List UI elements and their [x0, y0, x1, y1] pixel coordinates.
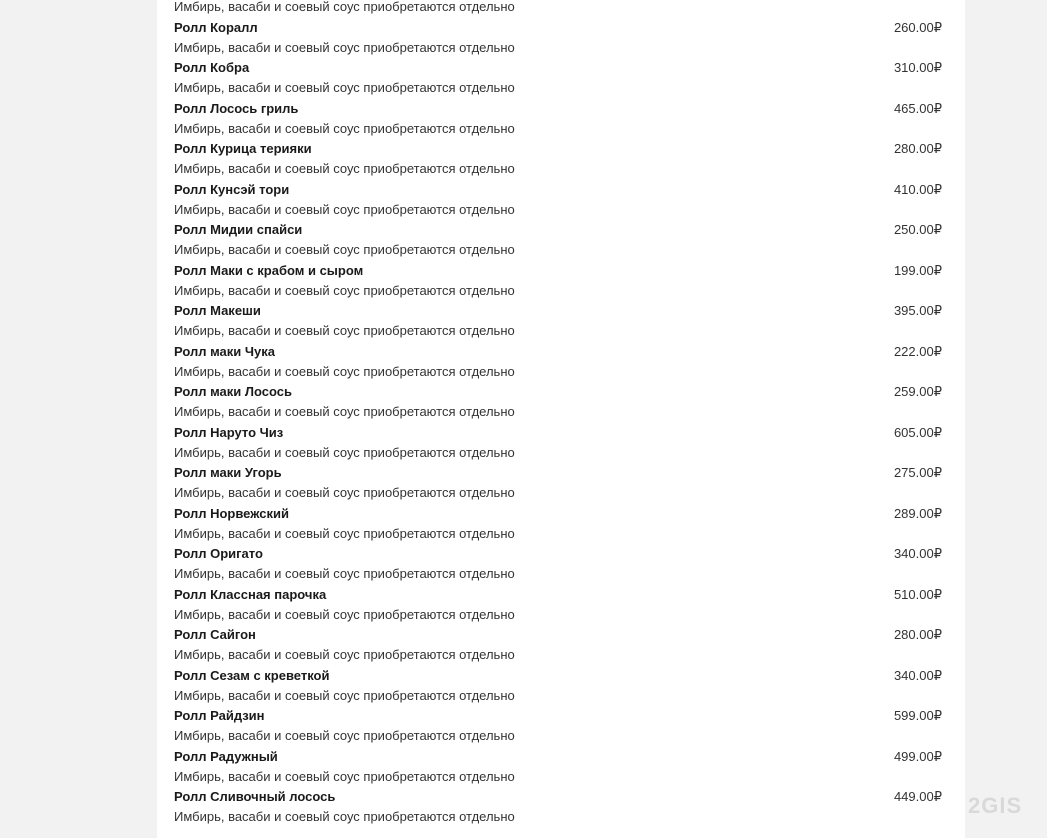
item-description: Имбирь, васаби и соевый соус приобретаются отдельно	[174, 687, 515, 703]
item-name: Ролл Радужный	[174, 748, 278, 764]
list-item[interactable]	[174, 383, 944, 424]
list-item[interactable]	[174, 586, 944, 627]
item-description: Имбирь, васаби и соевый соус приобретаются отдельно	[174, 323, 515, 338]
item-description: Имбирь, васаби и соевый соус приобретаются отдельно	[174, 809, 515, 824]
item-description: Имбирь, васаби и соевый соус приобретаются отдельно	[174, 647, 515, 662]
item-name: Ролл Кобра	[174, 60, 250, 75]
list-item[interactable]	[174, 545, 944, 586]
item-description: Имбирь, васаби и соевый соус приобретаются отдельно	[174, 404, 515, 419]
item-description: Имбирь, васаби и соевый соус приобретаются отдельно	[174, 525, 515, 541]
item-price: 310.00₽	[893, 60, 942, 75]
item-description: Имбирь, васаби и соевый соус приобретаются отдельно	[174, 606, 515, 622]
item-description: Имбирь, васаби и соевый соус приобретаются отдельно	[174, 363, 515, 379]
menu-list	[174, 0, 944, 829]
item-name: Ролл Оригато	[174, 546, 263, 561]
list-item[interactable]	[174, 100, 944, 141]
item-name: Ролл Макеши	[174, 303, 261, 318]
list-item[interactable]	[174, 707, 944, 748]
item-name: Ролл маки Лосось	[174, 384, 292, 399]
item-price: 275.00₽	[893, 465, 942, 480]
list-item[interactable]	[174, 788, 944, 829]
item-name: Ролл Сайгон	[174, 627, 256, 642]
list-item[interactable]	[174, 626, 944, 667]
item-price: 250.00₽	[893, 222, 942, 237]
item-name: Ролл Норвежский	[174, 505, 290, 521]
list-item[interactable]	[174, 667, 944, 708]
item-description: Имбирь, васаби и соевый соус приобретаются отдельно	[174, 242, 515, 257]
item-name: Ролл Мидии спайси	[174, 222, 303, 237]
item-price: 199.00₽	[893, 262, 942, 278]
item-name: Ролл Коралл	[174, 19, 258, 35]
item-name: Ролл Классная парочка	[174, 586, 327, 602]
item-description: Имбирь, васаби и соевый соус приобретаются отдельно	[174, 282, 515, 298]
list-item[interactable]	[174, 505, 944, 546]
item-price: 340.00₽	[893, 667, 942, 683]
item-price: 395.00₽	[893, 303, 942, 318]
item-price: 449.00₽	[893, 789, 942, 804]
list-item[interactable]	[174, 343, 944, 384]
list-item[interactable]	[174, 302, 944, 343]
item-price: 410.00₽	[893, 181, 942, 197]
item-name: Ролл Сезам с креветкой	[174, 667, 330, 683]
item-price: 280.00₽	[893, 627, 942, 642]
item-description: Имбирь, васаби и соевый соус приобретаются отдельно	[174, 80, 515, 95]
list-item[interactable]	[174, 464, 944, 505]
item-price: 259.00₽	[893, 384, 942, 399]
item-price: 289.00₽	[893, 505, 942, 521]
list-item[interactable]	[174, 0, 944, 19]
item-price: 599.00₽	[893, 708, 942, 723]
item-description: Имбирь, васаби и соевый соус приобретаются отдельно	[174, 161, 515, 176]
item-name: Ролл Кунсэй тори	[174, 181, 290, 197]
item-price: 260.00₽	[893, 19, 942, 35]
list-item[interactable]	[174, 140, 944, 181]
item-price: 340.00₽	[893, 546, 942, 561]
item-description: Имбирь, васаби и соевый соус приобретаются отдельно	[174, 728, 515, 743]
item-price: 605.00₽	[893, 424, 942, 440]
item-description: Имбирь, васаби и соевый соус приобретаются отдельно	[174, 566, 515, 581]
item-name: Ролл Сливочный лосось	[174, 789, 336, 804]
item-price: 280.00₽	[893, 141, 942, 156]
list-item[interactable]	[174, 19, 944, 60]
list-item[interactable]	[174, 748, 944, 789]
list-item[interactable]	[174, 424, 944, 465]
item-description: Имбирь, васаби и соевый соус приобретаются отдельно	[174, 768, 515, 784]
list-item[interactable]	[174, 59, 944, 100]
item-price: 499.00₽	[893, 748, 942, 764]
item-name: Ролл Маки с крабом и сыром	[174, 262, 364, 278]
list-item[interactable]	[174, 221, 944, 262]
watermark-logo: 2GIS	[968, 793, 1023, 818]
item-price: 465.00₽	[893, 100, 942, 116]
item-description: Имбирь, васаби и соевый соус приобретаются отдельно	[174, 201, 515, 217]
item-description: Имбирь, васаби и соевый соус приобретаются отдельно	[174, 120, 515, 136]
list-item[interactable]	[174, 181, 944, 222]
item-name: Ролл маки Чука	[174, 343, 275, 359]
item-description: Имбирь, васаби и соевый соус приобретаются отдельно	[174, 485, 515, 500]
item-name: Ролл маки Угорь	[174, 465, 282, 480]
item-name: Ролл Райдзин	[174, 708, 265, 723]
item-description: Имбирь, васаби и соевый соус приобретаются отдельно	[174, 444, 515, 460]
list-item[interactable]	[174, 262, 944, 303]
item-name: Ролл Наруто Чиз	[174, 424, 284, 440]
item-name: Ролл Курица терияки	[174, 141, 312, 156]
item-description: Имбирь, васаби и соевый соус приобретаются отдельно	[174, 39, 515, 55]
item-price: 510.00₽	[893, 586, 942, 602]
item-price: 222.00₽	[893, 343, 942, 359]
item-description: Имбирь, васаби и соевый соус приобретаются отдельно	[174, 0, 515, 14]
item-name: Ролл Лосось гриль	[174, 100, 299, 116]
